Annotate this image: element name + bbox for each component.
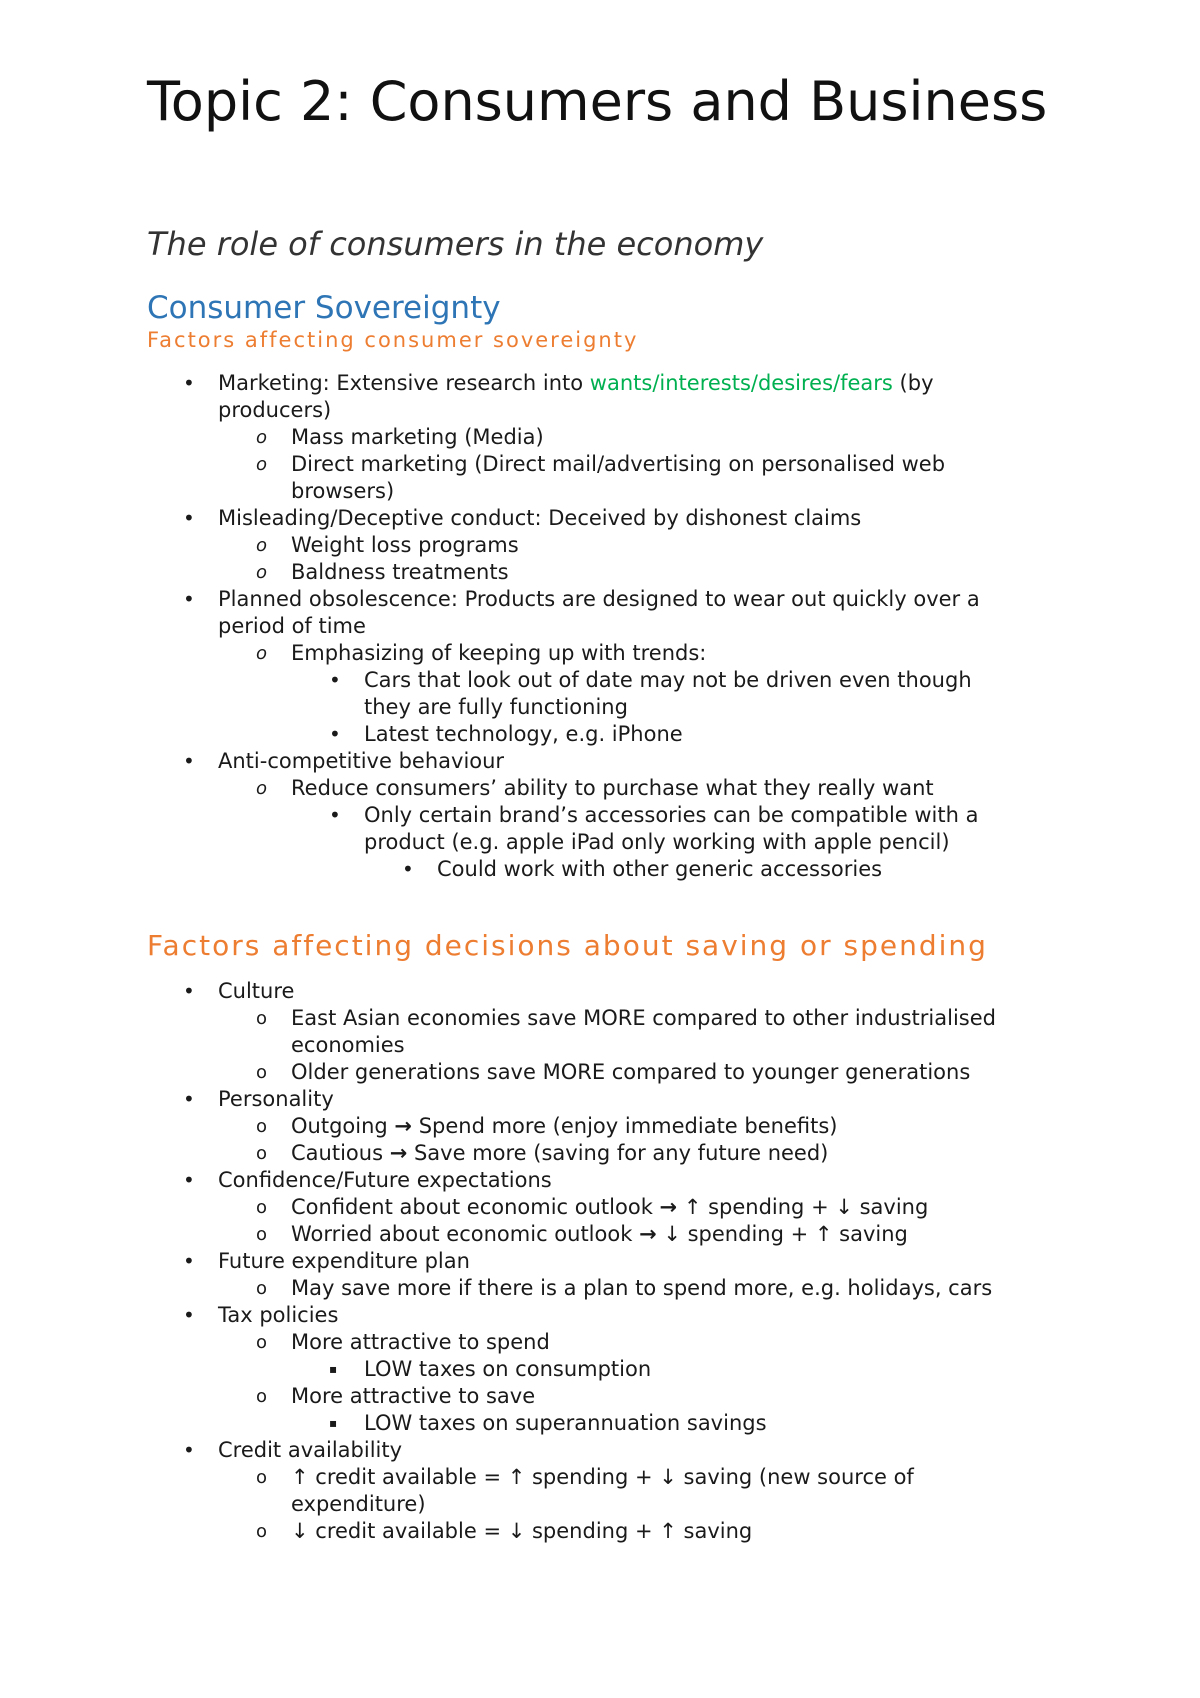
list-item [0,802,1024,856]
item-text: Spend more (enjoy immediate benefits) [412,1114,838,1138]
item-text: Tax policies [218,1303,339,1327]
item-text: ↑ credit available = ↑ spending + ↓ saving (new source of expenditure) [291,1465,914,1516]
list-item [0,1194,1051,1221]
list-item [0,1464,1051,1518]
item-text: Confident about economic outlook [291,1195,660,1219]
item-text: Latest technology, e.g. iPhone [364,722,683,746]
item-text: Worried about economic outlook [291,1222,640,1246]
item-text: Older generations save MORE compared to younger generations [291,1060,971,1084]
bullet-dot-icon: • [183,587,195,611]
item-text: Cars that look out of date may not be driven even though they are fully functioning [364,668,972,719]
arrow-right-icon: → [659,1195,678,1219]
bullet-circle-icon: o [256,1386,268,1407]
marketing-prefix: Marketing: Extensive research into [218,371,590,395]
bullet-dot-icon: • [329,668,341,692]
item-text: Credit availability [218,1438,403,1462]
bullet-dot-icon: • [183,749,195,773]
bullet-square-icon: ▪ [329,1362,338,1376]
item-text: May save more if there is a plan to spend more, e.g. holidays, cars [291,1276,993,1300]
bullet-square-icon: ▪ [329,1416,338,1430]
item-text: Outgoing [291,1114,395,1138]
bullet-circle-icon: o [256,1521,268,1542]
item-text: Mass marketing (Media) [291,425,544,449]
bullet-circle-icon: o [256,1278,268,1299]
bullet-circle-icon: o [256,1332,268,1353]
bullet-dot-icon: • [183,506,195,530]
item-text: LOW taxes on consumption [364,1357,652,1381]
bullet-circle-icon: o [256,1008,268,1029]
bullet-circle-icon: o [256,1143,268,1164]
list-item [0,721,1024,748]
bullet-dot-icon: • [183,1087,195,1111]
item-text: Emphasizing of keeping up with trends: [291,641,707,665]
list-item [0,1437,1038,1464]
item-text: ↓ credit available = ↓ spending + ↑ saving [291,1519,753,1543]
list-item [0,1329,1051,1356]
item-text: Misleading/Deceptive conduct: Deceived by dishonest claims [218,506,862,530]
list-item [0,370,1038,424]
bullet-circle-icon: o [256,1224,268,1245]
bullet-dot-icon: • [183,1303,195,1327]
marketing-suffix: (by producers) [218,371,934,422]
item-text: Planned obsolescence: Products are designed to wear out quickly over a period of time [218,587,980,638]
item-text: Direct marketing (Direct mail/advertising on personalised web browsers) [291,452,946,503]
bullet-dot-icon: • [329,722,341,746]
list-item [0,856,1037,883]
item-text: Only certain brand’s accessories can be compatible with a product (e.g. apple iPad only working with apple pencil) [364,803,979,854]
item-text: East Asian economies save MORE compared to other industrialised economies [291,1006,996,1057]
bullet-dot-icon: • [183,371,195,395]
list-item [0,1059,1051,1086]
list-item [0,1302,1038,1329]
item-text: Reduce consumers’ ability to purchase what they really want [291,776,934,800]
bullet-circle-icon: o [256,535,268,556]
item-text: ↑ spending + ↓ saving [677,1195,929,1219]
list-item [0,505,1038,532]
list-item [0,1275,1051,1302]
item-text: Save more (saving for any future need) [407,1141,829,1165]
list-item [0,1005,1051,1059]
list-item [0,1113,1051,1140]
item-text: Could work with other generic accessories [437,857,883,881]
bullet-dot-icon: • [183,1438,195,1462]
item-text: More attractive to save [291,1384,536,1408]
list-item [0,424,1051,451]
saving-spending-list [0,978,1200,1545]
item-text: Personality [218,1087,334,1111]
list-item [0,586,1038,640]
subheading-factors-sovereignty: Factors affecting consumer sovereignty [147,328,639,352]
bullet-dot-icon: • [183,979,195,1003]
item-text: Baldness treatments [291,560,509,584]
list-item [0,559,1051,586]
item-text: LOW taxes on superannuation savings [364,1411,767,1435]
list-item [0,1140,1051,1167]
item-text: Weight loss programs [291,533,519,557]
item-text: Confidence/Future expectations [218,1168,552,1192]
list-item [0,978,1038,1005]
list-item [0,1356,1024,1383]
list-item [0,1410,1024,1437]
bullet-dot-icon: • [402,857,414,881]
bullet-dot-icon: • [183,1249,195,1273]
page-subtitle: The role of consumers in the economy [147,225,764,263]
list-item [0,1221,1051,1248]
item-text: Anti-competitive behaviour [218,749,505,773]
list-item [0,451,1051,505]
list-item [0,640,1051,667]
bullet-circle-icon: o [256,562,268,583]
bullet-circle-icon: o [256,1116,268,1137]
item-text: Future expenditure plan [218,1249,470,1273]
list-item [0,1167,1038,1194]
list-item [0,775,1051,802]
section-heading-consumer-sovereignty: Consumer Sovereignty [147,290,501,326]
bullet-dot-icon: • [329,803,341,827]
marketing-highlight: wants/interests/desires/fears [589,371,893,395]
bullet-circle-icon: o [256,1197,268,1218]
page-title: Topic 2: Consumers and Business [147,70,1048,133]
bullet-circle-icon: o [256,454,268,475]
list-item [0,667,1024,721]
list-item [0,1248,1038,1275]
list-item [0,1518,1051,1545]
list-item [0,1086,1038,1113]
arrow-right-icon: → [639,1222,657,1246]
bullet-circle-icon: o [256,643,268,664]
bullet-dot-icon: • [183,1168,195,1192]
item-text: Culture [218,979,295,1003]
list-item [0,748,1038,775]
bullet-circle-icon: o [256,778,268,799]
list-item [0,532,1051,559]
bullet-circle-icon: o [256,1467,268,1488]
bullet-circle-icon: o [256,1062,268,1083]
bullet-circle-icon: o [256,427,268,448]
arrow-right-icon: → [389,1141,408,1165]
sovereignty-list [0,370,1200,883]
item-text: Cautious [291,1141,390,1165]
list-item [0,1383,1051,1410]
item-text: More attractive to spend [291,1330,550,1354]
section-heading-saving-spending: Factors affecting decisions about saving or spending [147,929,988,962]
item-text: ↓ spending + ↑ saving [656,1222,908,1246]
arrow-right-icon: → [394,1114,413,1138]
